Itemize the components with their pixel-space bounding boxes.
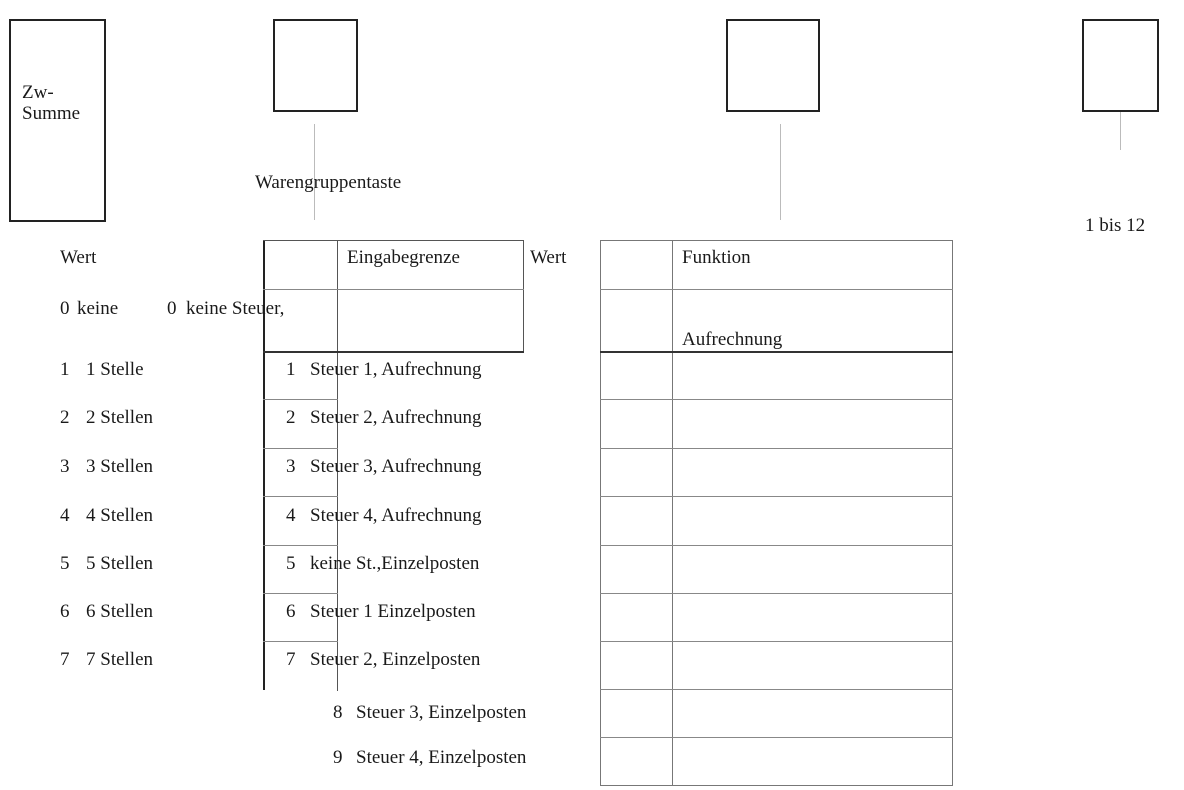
left-row-label: 2 Stellen: [86, 407, 154, 428]
left-table-line: [263, 496, 338, 497]
right-row-value: 5: [286, 553, 296, 574]
right-row-label: Steuer 3, Aufrechnung: [310, 456, 482, 477]
left-row-label: 3 Stellen: [86, 456, 154, 477]
right-row-label: Steuer 4, Aufrechnung: [310, 505, 482, 526]
left-table-line: [263, 240, 524, 241]
right-table-line: [600, 593, 953, 594]
left-table-line: [263, 641, 338, 642]
connector-line: [780, 124, 781, 220]
right-row-value: 9: [333, 747, 343, 768]
right-row-label: keine Steuer,: [186, 298, 285, 319]
right-row-value: 3: [286, 456, 296, 477]
right-row-label: Steuer 1 Einzelposten: [310, 601, 476, 622]
left-row-value: 2: [60, 407, 70, 428]
left-row-value: 7: [60, 649, 70, 670]
right-table-frame: [600, 240, 953, 786]
key-box-warengruppe: [273, 19, 358, 112]
right-table-line: [600, 737, 953, 738]
right-row-value: 6: [286, 601, 296, 622]
right-row-label: Steuer 1, Aufrechnung: [310, 359, 482, 380]
range-label: 1 bis 12: [1085, 215, 1146, 236]
left-row-label: 7 Stellen: [86, 649, 154, 670]
right-row-label: Steuer 2, Aufrechnung: [310, 407, 482, 428]
left-table-line: [263, 351, 524, 353]
warengruppentaste-label: Warengruppentaste: [255, 172, 402, 193]
zw-summe-label: Zw- Summe: [22, 82, 81, 124]
right-row-label: Steuer 3, Einzelposten: [356, 702, 527, 723]
right-row-value: 1: [286, 359, 296, 380]
left-col-eingabegrenze-header: Eingabegrenze: [347, 247, 460, 268]
left-row-label: 1 Stelle: [86, 359, 144, 380]
connector-line: [1120, 112, 1121, 150]
left-table-line: [263, 289, 524, 290]
left-table-line: [263, 593, 338, 594]
right-row-sub: Aufrechnung: [682, 329, 783, 350]
left-row-label: 5 Stellen: [86, 553, 154, 574]
right-row-value: 4: [286, 505, 296, 526]
right-row-label: Steuer 2, Einzelposten: [310, 649, 481, 670]
right-row-value: 0: [167, 298, 177, 319]
left-table-line: [263, 399, 338, 400]
left-row-value: 1: [60, 359, 70, 380]
right-table-line: [600, 289, 953, 290]
right-row-label: keine St.,Einzelposten: [310, 553, 480, 574]
left-row-value: 0: [60, 298, 70, 319]
right-table-line: [600, 351, 953, 353]
key-box-range: [1082, 19, 1159, 112]
left-table-border: [523, 240, 524, 352]
right-table-line: [600, 496, 953, 497]
left-table-line: [263, 448, 338, 449]
left-row-label: 6 Stellen: [86, 601, 154, 622]
right-table-line: [600, 689, 953, 690]
left-row-label: 4 Stellen: [86, 505, 154, 526]
right-row-value: 7: [286, 649, 296, 670]
left-row-label: keine: [77, 298, 119, 319]
right-row-value: 8: [333, 702, 343, 723]
right-row-value: 2: [286, 407, 296, 428]
right-table-line: [600, 545, 953, 546]
left-row-value: 5: [60, 553, 70, 574]
left-row-value: 3: [60, 456, 70, 477]
left-col-value-header: Wert: [60, 247, 97, 268]
right-table-line: [600, 399, 953, 400]
right-row-label: Steuer 4, Einzelposten: [356, 747, 527, 768]
right-col-funktion-header: Funktion: [682, 247, 751, 268]
left-row-value: 6: [60, 601, 70, 622]
left-row-value: 4: [60, 505, 70, 526]
right-table-line: [600, 641, 953, 642]
right-table-line: [600, 448, 953, 449]
right-col-value-header: Wert: [530, 247, 567, 268]
left-table-line: [263, 545, 338, 546]
right-table-divider: [672, 240, 673, 786]
key-box-funktion: [726, 19, 820, 112]
